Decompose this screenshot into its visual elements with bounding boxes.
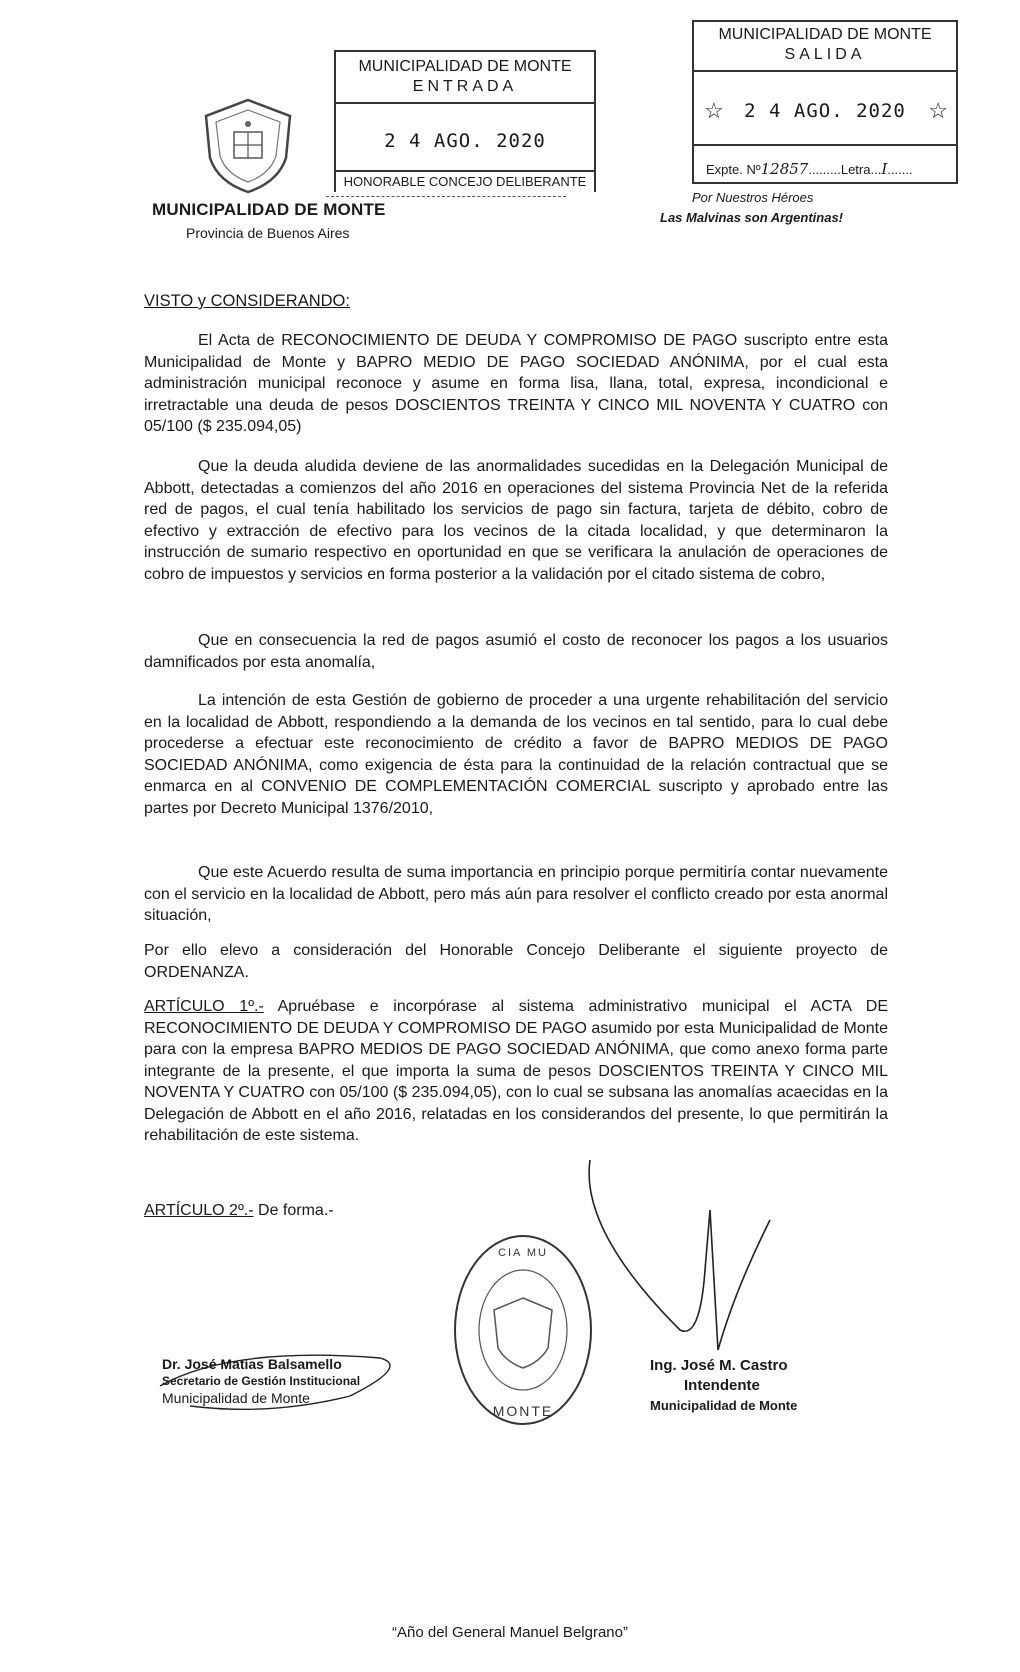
letra-label: Letra — [840, 162, 871, 177]
stamp-divider — [336, 170, 594, 172]
salida-stamp-date: 2 4 AGO. 2020 — [744, 100, 906, 122]
motto-line-2: Las Malvinas son Argentinas! — [660, 210, 844, 225]
province-name: Provincia de Buenos Aires — [186, 225, 350, 241]
closing-paragraph — [144, 940, 888, 983]
section-heading: VISTO y CONSIDERANDO: — [144, 292, 350, 310]
expediente-line: Expte. Nº12857.........Letra...I....... — [706, 160, 913, 178]
paragraph-text: Que en consecuencia la red de pagos asumió el costo de reconocer los pagos a los usuarios damnificados por esta anomalía, — [144, 632, 888, 671]
expediente-label: Expte. Nº — [706, 162, 761, 177]
footer-motto: “Año del General Manuel Belgrano” — [392, 1624, 628, 1641]
star-icon: ☆ — [928, 98, 948, 123]
article-1-label: ARTÍCULO 1º.- — [144, 998, 264, 1015]
letra-value: I — [881, 160, 888, 178]
paragraph-1 — [144, 330, 888, 438]
article-1-text: Apruébase e incorpórase al sistema administrativo municipal el ACTA DE RECONOCIMIENTO DE DEUDA Y COMPROMISO DE PAGO asumido por esta Municipalidad de Monte para con la empresa BAPRO MEDIOS DE PAGO SOCIEDAD ANÓNIMA, que como anexo forma parte integrante de la presente, el que importa la suma de pesos DOSCIENTOS TREINTA Y CINCO MIL NOVENTA Y CUATRO con 05/100 ($ 235.094,05), con lo cual se subsana las anomalías acaecidas en la Delegación de Abbott en el año 2016, relatadas en los considerandos del presente, lo que permitirán la rehabilitación de este sistema. — [144, 998, 888, 1144]
closing-text: Por ello elevo a consideración del Honorable Concejo Deliberante el siguiente proyecto de ORDENANZA. — [144, 942, 888, 981]
secretario-signature-block — [162, 1356, 360, 1407]
intendente-org: Municipalidad de Monte — [650, 1398, 798, 1413]
stamp-divider — [694, 144, 956, 146]
paragraph-5 — [144, 862, 888, 927]
stamp-divider — [694, 70, 956, 72]
municipal-crest-icon — [198, 96, 298, 196]
salida-stamp-org: MUNICIPALIDAD DE MONTE — [718, 26, 932, 43]
municipality-name: MUNICIPALIDAD DE MONTE — [152, 200, 386, 219]
entrada-stamp-org: MUNICIPALIDAD DE MONTE — [358, 58, 572, 75]
secretario-role: Secretario de Gestión Institucional — [162, 1374, 361, 1388]
salida-stamp-type: SALIDA — [784, 46, 866, 63]
paragraph-text: El Acta de RECONOCIMIENTO DE DEUDA Y COMPROMISO DE PAGO suscripto entre esta Municipalidad de Monte y BAPRO MEDIO DE PAGO SOCIEDAD ANÓNIMA, por el cual esta administración municipal reconoce y asume en forma lisa, llana, total, expresa, incondicional e irretractable una deuda de pesos DOSCIENTOS TREINTA Y CINCO MIL NOVENTA Y CUATRO con 05/100 ($ 235.094,05) — [144, 332, 888, 435]
salida-stamp — [692, 20, 958, 184]
article-2-text: De forma.- — [253, 1202, 334, 1219]
svg-text:MONTE: MONTE — [492, 1403, 554, 1419]
paragraph-4 — [144, 690, 888, 819]
entrada-stamp-body: HONORABLE CONCEJO DELIBERANTE — [343, 174, 587, 189]
intendente-signature-icon — [560, 1150, 860, 1370]
article-2-label: ARTÍCULO 2º.- — [144, 1202, 254, 1219]
paragraph-text: La intención de esta Gestión de gobierno de proceder a una urgente rehabilitación del servicio en la localidad de Abbott, respondiendo a la demanda de los vecinos en tal sentido, para lo cual debe procederse a efectuar este reconocimiento de crédito a favor de BAPRO MEDIOS DE PAGO SOCIEDAD ANÓNIMA, como exigencia de ésta para la continuidad de la relación contractual que se enmarca en al CONVENIO DE COMPLEMENTACIÓN COMERCIAL suscripto y aprobado entre las partes por Decreto Municipal 1376/2010, — [144, 692, 888, 817]
secretario-name: Dr. José Matías Balsamello — [162, 1356, 342, 1372]
paragraph-text: Que la deuda aludida deviene de las anormalidades sucedidas en la Delegación Municipal de Abbott, detectadas a comienzos del año 2016 en operaciones del sistema Provincia Net de la referida red de pagos, el cual tenía habilitado los servicios de pago sin factura, tarjeta de débito, cobro de efectivo y extracción de efectivo para los vecinos de la citada localidad, y que determinaron la instrucción de sumario respectivo en oportunidad en que se verificara la anulación de operaciones de cobro de impuestos y servicios en forma posterior a la validación por el citado sistema de cobro, — [144, 458, 888, 583]
intendente-role: Intendente — [684, 1377, 760, 1394]
intendente-name: Ing. José M. Castro — [650, 1357, 788, 1374]
paragraph-3 — [144, 630, 888, 673]
entrada-stamp — [334, 50, 596, 192]
expediente-number: 12857 — [760, 160, 809, 178]
stamp-divider — [336, 102, 594, 104]
article-1 — [144, 996, 888, 1147]
paragraph-2 — [144, 456, 888, 585]
entrada-stamp-date: 2 4 AGO. 2020 — [384, 130, 546, 152]
entrada-stamp-type: ENTRADA — [412, 78, 518, 95]
svg-text:CIA MU: CIA MU — [498, 1247, 548, 1259]
star-icon: ☆ — [704, 98, 724, 123]
paragraph-text: Que este Acuerdo resulta de suma importancia en principio porque permitiría contar nuevamente con el servicio en la localidad de Abbott, pero más aún para resolver el conflicto creado por esta anormal situación, — [144, 864, 888, 924]
intendente-signature-block — [650, 1356, 797, 1416]
secretario-org: Municipalidad de Monte — [162, 1390, 310, 1406]
motto-line-1: Por Nuestros Héroes — [692, 190, 814, 205]
stamp-underline — [326, 196, 566, 197]
